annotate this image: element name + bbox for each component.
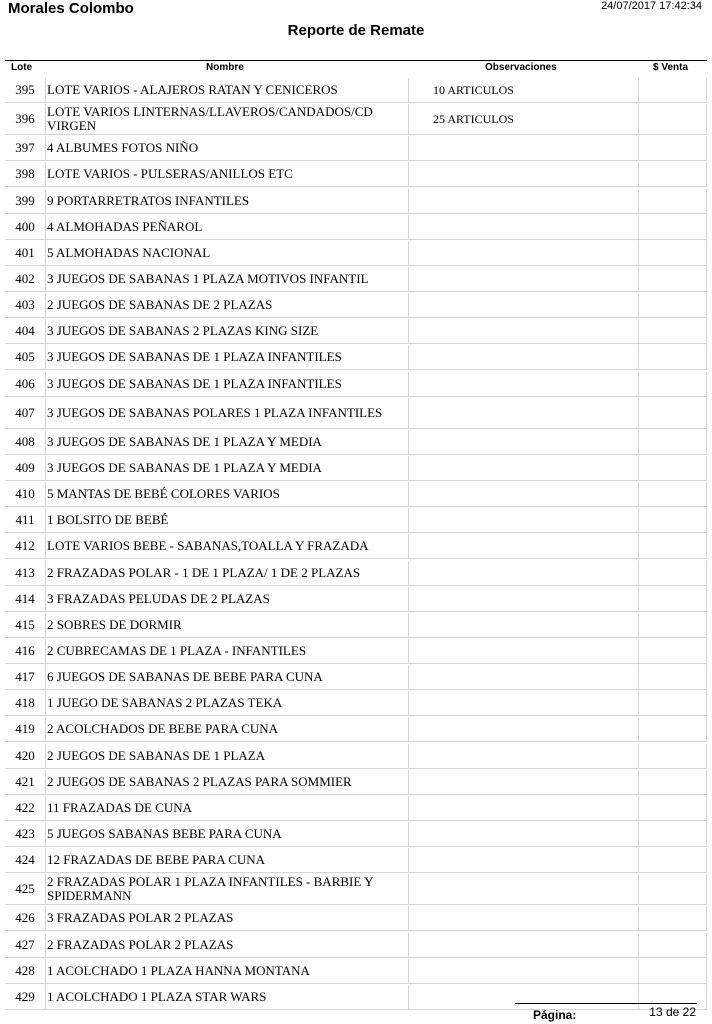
- observaciones-cell: [408, 267, 639, 291]
- venta-cell: [638, 136, 707, 160]
- venta-cell: [638, 796, 707, 820]
- nombre-cell: [47, 267, 407, 291]
- nombre-cell: [47, 162, 407, 186]
- table-row: [5, 345, 707, 370]
- table-row: [5, 162, 707, 187]
- table-row: [5, 822, 707, 847]
- observaciones-cell: [408, 639, 639, 663]
- page-label: Página:: [533, 1008, 577, 1022]
- table-row: [5, 241, 707, 266]
- lote-cell: 398: [5, 162, 46, 186]
- lote-cell: 415: [5, 613, 46, 637]
- lote-cell: 402: [5, 267, 46, 291]
- nombre-text: 3 JUEGOS DE SABANAS 2 PLAZAS KING SIZE: [47, 323, 319, 339]
- observaciones-cell: [408, 241, 639, 265]
- observaciones-cell: [408, 744, 639, 768]
- nombre-cell: [47, 665, 407, 689]
- venta-cell: [638, 456, 707, 480]
- nombre-text: LOTE VARIOS BEBE - SABANAS,TOALLA Y FRAZADA: [47, 538, 369, 554]
- venta-cell: [638, 665, 707, 689]
- observaciones-cell: [408, 508, 639, 532]
- nombre-cell: [47, 398, 407, 428]
- venta-cell: [638, 933, 707, 957]
- venta-cell: [638, 189, 707, 213]
- lote-cell: 427: [5, 933, 46, 957]
- column-headers: [5, 61, 707, 75]
- nombre-text: 3 JUEGOS DE SABANAS 1 PLAZA MOTIVOS INFANTIL: [47, 270, 369, 286]
- table-row: [5, 482, 707, 507]
- nombre-cell: [47, 587, 407, 611]
- observaciones-cell: [408, 561, 639, 585]
- nombre-cell: [47, 534, 407, 558]
- lote-cell: 408: [5, 430, 46, 454]
- nombre-cell: [47, 613, 407, 637]
- venta-cell: [638, 534, 707, 558]
- venta-cell: [638, 293, 707, 317]
- table-row: [5, 456, 707, 481]
- nombre-cell: [47, 508, 407, 532]
- table-row: [5, 293, 707, 318]
- lote-cell: 396: [5, 104, 46, 134]
- nombre-text: 1 ACOLCHADO 1 PLAZA STAR WARS: [47, 988, 267, 1004]
- table-row: [5, 639, 707, 664]
- nombre-text: 5 ALMOHADAS NACIONAL: [47, 244, 211, 260]
- observaciones-text: 10 ARTICULOS: [433, 82, 514, 97]
- lote-cell: 421: [5, 770, 46, 794]
- table-row: [5, 136, 707, 161]
- nombre-cell: [47, 561, 407, 585]
- venta-cell: [638, 267, 707, 291]
- observaciones-cell: [408, 985, 639, 1009]
- venta-cell: [638, 717, 707, 741]
- lote-cell: 400: [5, 215, 46, 239]
- observaciones-text: 25 ARTICULOS: [433, 111, 514, 126]
- table-row: [5, 398, 707, 429]
- table-row: [5, 561, 707, 586]
- nombre-cell: [47, 906, 407, 930]
- report-datetime: 24/07/2017 17:42:34: [601, 0, 702, 12]
- venta-cell: [638, 345, 707, 369]
- lote-cell: 414: [5, 587, 46, 611]
- lote-cell: 418: [5, 691, 46, 715]
- nombre-text: 2 ACOLCHADOS DE BEBE PARA CUNA: [47, 721, 279, 737]
- table-row: [5, 104, 707, 135]
- nombre-cell: [47, 848, 407, 872]
- nombre-text: 3 JUEGOS DE SABANAS DE 1 PLAZA Y MEDIA: [47, 433, 322, 449]
- lote-cell: 429: [5, 985, 46, 1009]
- lote-cell: 405: [5, 345, 46, 369]
- venta-cell: [638, 162, 707, 186]
- nombre-text: 11 FRAZADAS DE CUNA: [47, 799, 193, 815]
- observaciones-cell: [408, 372, 639, 396]
- lote-cell: 410: [5, 482, 46, 506]
- observaciones-cell: [408, 189, 639, 213]
- nombre-text: 2 FRAZADAS POLAR 2 PLAZAS: [47, 936, 234, 952]
- venta-cell: [638, 398, 707, 428]
- nombre-cell: [47, 345, 407, 369]
- nombre-text: 3 JUEGOS DE SABANAS DE 1 PLAZA INFANTILES: [47, 375, 342, 391]
- nombre-text: 1 BOLSITO DE BEBÉ: [47, 512, 169, 528]
- observaciones-cell: [408, 959, 639, 983]
- page-number: 13 de 22: [649, 1005, 696, 1019]
- lote-cell: 425: [5, 874, 46, 904]
- venta-cell: [638, 691, 707, 715]
- observaciones-cell: [408, 665, 639, 689]
- table-row: [5, 189, 707, 214]
- observaciones-cell: [408, 136, 639, 160]
- lote-cell: 424: [5, 848, 46, 872]
- nombre-cell: [47, 104, 407, 134]
- nombre-cell: [47, 293, 407, 317]
- observaciones-cell: [408, 456, 639, 480]
- column-header-nombre: Nombre: [206, 62, 244, 73]
- observaciones-cell: [408, 691, 639, 715]
- nombre-cell: [47, 430, 407, 454]
- table-row: [5, 372, 707, 397]
- nombre-cell: [47, 744, 407, 768]
- nombre-text: 3 FRAZADAS PELUDAS DE 2 PLAZAS: [47, 590, 270, 606]
- lote-cell: 409: [5, 456, 46, 480]
- venta-cell: [638, 561, 707, 585]
- venta-cell: [638, 372, 707, 396]
- lote-cell: 419: [5, 717, 46, 741]
- lote-cell: 420: [5, 744, 46, 768]
- observaciones-cell: [408, 874, 639, 904]
- nombre-text: 4 ALBUMES FOTOS NIÑO: [47, 140, 199, 156]
- nombre-text: 3 JUEGOS DE SABANAS POLARES 1 PLAZA INFANTILES: [47, 404, 383, 420]
- lote-cell: 407: [5, 398, 46, 428]
- nombre-text: LOTE VARIOS LINTERNAS/LLAVEROS/CANDADOS/CD VIRGEN: [47, 104, 373, 134]
- venta-cell: [638, 613, 707, 637]
- observaciones-cell: [408, 848, 639, 872]
- nombre-text: 2 FRAZADAS POLAR - 1 DE 1 PLAZA/ 1 DE 2 PLAZAS: [47, 564, 361, 580]
- nombre-text: 6 JUEGOS DE SABANAS DE BEBE PARA CUNA: [47, 669, 323, 685]
- observaciones-cell: [408, 796, 639, 820]
- column-header-observaciones: Observaciones: [485, 62, 557, 73]
- venta-cell: [638, 587, 707, 611]
- table-row: [5, 319, 707, 344]
- nombre-cell: [47, 796, 407, 820]
- venta-cell: [638, 78, 707, 102]
- lote-cell: 397: [5, 136, 46, 160]
- table-row: [5, 874, 707, 905]
- nombre-cell: [47, 241, 407, 265]
- observaciones-cell: [408, 215, 639, 239]
- nombre-cell: [47, 874, 407, 904]
- nombre-cell: [47, 770, 407, 794]
- table-row: [5, 985, 707, 1010]
- lote-cell: 426: [5, 906, 46, 930]
- observaciones-cell: [408, 534, 639, 558]
- lote-cell: 403: [5, 293, 46, 317]
- column-header-venta: $ Venta: [653, 62, 689, 73]
- venta-cell: [638, 215, 707, 239]
- lote-cell: 412: [5, 534, 46, 558]
- report-title: Reporte de Remate: [287, 22, 425, 39]
- table-row: [5, 587, 707, 612]
- lote-cell: 413: [5, 561, 46, 585]
- table-row: [5, 534, 707, 559]
- venta-cell: [638, 959, 707, 983]
- observaciones-cell: [408, 430, 639, 454]
- lote-cell: 404: [5, 319, 46, 343]
- observaciones-cell: [408, 482, 639, 506]
- table-row: [5, 215, 707, 240]
- nombre-cell: [47, 639, 407, 663]
- nombre-text: LOTE VARIOS - PULSERAS/ANILLOS ETC: [47, 166, 293, 182]
- lote-cell: 406: [5, 372, 46, 396]
- nombre-text: 2 CUBRECAMAS DE 1 PLAZA - INFANTILES: [47, 642, 307, 658]
- venta-cell: [638, 848, 707, 872]
- lote-cell: 401: [5, 241, 46, 265]
- nombre-cell: [47, 717, 407, 741]
- venta-cell: [638, 744, 707, 768]
- nombre-cell: [47, 215, 407, 239]
- nombre-cell: [47, 319, 407, 343]
- observaciones-cell: [408, 770, 639, 794]
- nombre-cell: [47, 136, 407, 160]
- venta-cell: [638, 319, 707, 343]
- observaciones-cell: [408, 293, 639, 317]
- observaciones-cell: [408, 906, 639, 930]
- nombre-text: 9 PORTARRETRATOS INFANTILES: [47, 192, 250, 208]
- observaciones-cell: [408, 398, 639, 428]
- venta-cell: [638, 639, 707, 663]
- observaciones-cell: [408, 717, 639, 741]
- nombre-text: 4 ALMOHADAS PEÑAROL: [47, 218, 203, 234]
- nombre-text: 1 JUEGO DE SABANAS 2 PLAZAS TEKA: [47, 695, 283, 711]
- table-row: [5, 665, 707, 690]
- nombre-text: 5 JUEGOS SABANAS BEBE PARA CUNA: [47, 825, 282, 841]
- nombre-text: 2 JUEGOS DE SABANAS DE 1 PLAZA: [47, 747, 266, 763]
- nombre-cell: [47, 959, 407, 983]
- lote-cell: 422: [5, 796, 46, 820]
- observaciones-cell: [408, 613, 639, 637]
- lote-cell: 428: [5, 959, 46, 983]
- table-row: [5, 691, 707, 716]
- venta-cell: [638, 822, 707, 846]
- table-row: [5, 744, 707, 769]
- lote-cell: 411: [5, 508, 46, 532]
- observaciones-cell: [408, 104, 639, 134]
- nombre-cell: [47, 456, 407, 480]
- nombre-cell: [47, 985, 407, 1009]
- venta-cell: [638, 508, 707, 532]
- nombre-cell: [47, 691, 407, 715]
- observaciones-cell: [408, 822, 639, 846]
- venta-cell: [638, 104, 707, 134]
- venta-cell: [638, 430, 707, 454]
- venta-cell: [638, 770, 707, 794]
- nombre-text: 3 JUEGOS DE SABANAS DE 1 PLAZA INFANTILES: [47, 349, 342, 365]
- observaciones-cell: [408, 933, 639, 957]
- lote-cell: 399: [5, 189, 46, 213]
- observaciones-cell: [408, 319, 639, 343]
- table-row: [5, 508, 707, 533]
- nombre-text: LOTE VARIOS - ALAJEROS RATAN Y CENICEROS: [47, 82, 338, 97]
- table-row: [5, 906, 707, 931]
- nombre-cell: [47, 822, 407, 846]
- venta-cell: [638, 241, 707, 265]
- nombre-text: 3 FRAZADAS POLAR 2 PLAZAS: [47, 910, 234, 926]
- nombre-text: 3 JUEGOS DE SABANAS DE 1 PLAZA Y MEDIA: [47, 459, 322, 475]
- nombre-text: 2 SOBRES DE DORMIR: [47, 616, 182, 632]
- venta-cell: [638, 906, 707, 930]
- nombre-text: 5 MANTAS DE BEBÉ COLORES VARIOS: [47, 486, 280, 502]
- column-header-lote: Lote: [11, 62, 33, 73]
- company-name: Morales Colombo: [8, 0, 134, 17]
- table-row: [5, 770, 707, 795]
- table-row: [5, 796, 707, 821]
- nombre-cell: [47, 372, 407, 396]
- table-row: [5, 267, 707, 292]
- venta-cell: [638, 874, 707, 904]
- nombre-cell: [47, 482, 407, 506]
- lote-cell: 416: [5, 639, 46, 663]
- nombre-cell: [47, 78, 407, 102]
- table-row: [5, 430, 707, 455]
- table-row: [5, 613, 707, 638]
- nombre-text: 12 FRAZADAS DE BEBE PARA CUNA: [47, 852, 266, 868]
- table-row: [5, 933, 707, 958]
- observaciones-cell: [408, 345, 639, 369]
- lote-cell: 395: [5, 78, 46, 102]
- observaciones-cell: [408, 78, 639, 102]
- footer-divider: [515, 1003, 697, 1004]
- venta-cell: [638, 482, 707, 506]
- lots-table: [5, 78, 707, 1011]
- nombre-cell: [47, 933, 407, 957]
- table-row: [5, 848, 707, 873]
- table-row: [5, 78, 707, 103]
- nombre-cell: [47, 189, 407, 213]
- nombre-text: 1 ACOLCHADO 1 PLAZA HANNA MONTANA: [47, 962, 310, 978]
- nombre-text: 2 JUEGOS DE SABANAS 2 PLAZAS PARA SOMMIER: [47, 773, 352, 789]
- observaciones-cell: [408, 162, 639, 186]
- lote-cell: 423: [5, 822, 46, 846]
- nombre-text: 2 JUEGOS DE SABANAS DE 2 PLAZAS: [47, 297, 273, 313]
- lote-cell: 417: [5, 665, 46, 689]
- table-row: [5, 959, 707, 984]
- table-row: [5, 717, 707, 742]
- observaciones-cell: [408, 587, 639, 611]
- nombre-text: 2 FRAZADAS POLAR 1 PLAZA INFANTILES - BARBIE Y SPIDERMANN: [47, 874, 373, 904]
